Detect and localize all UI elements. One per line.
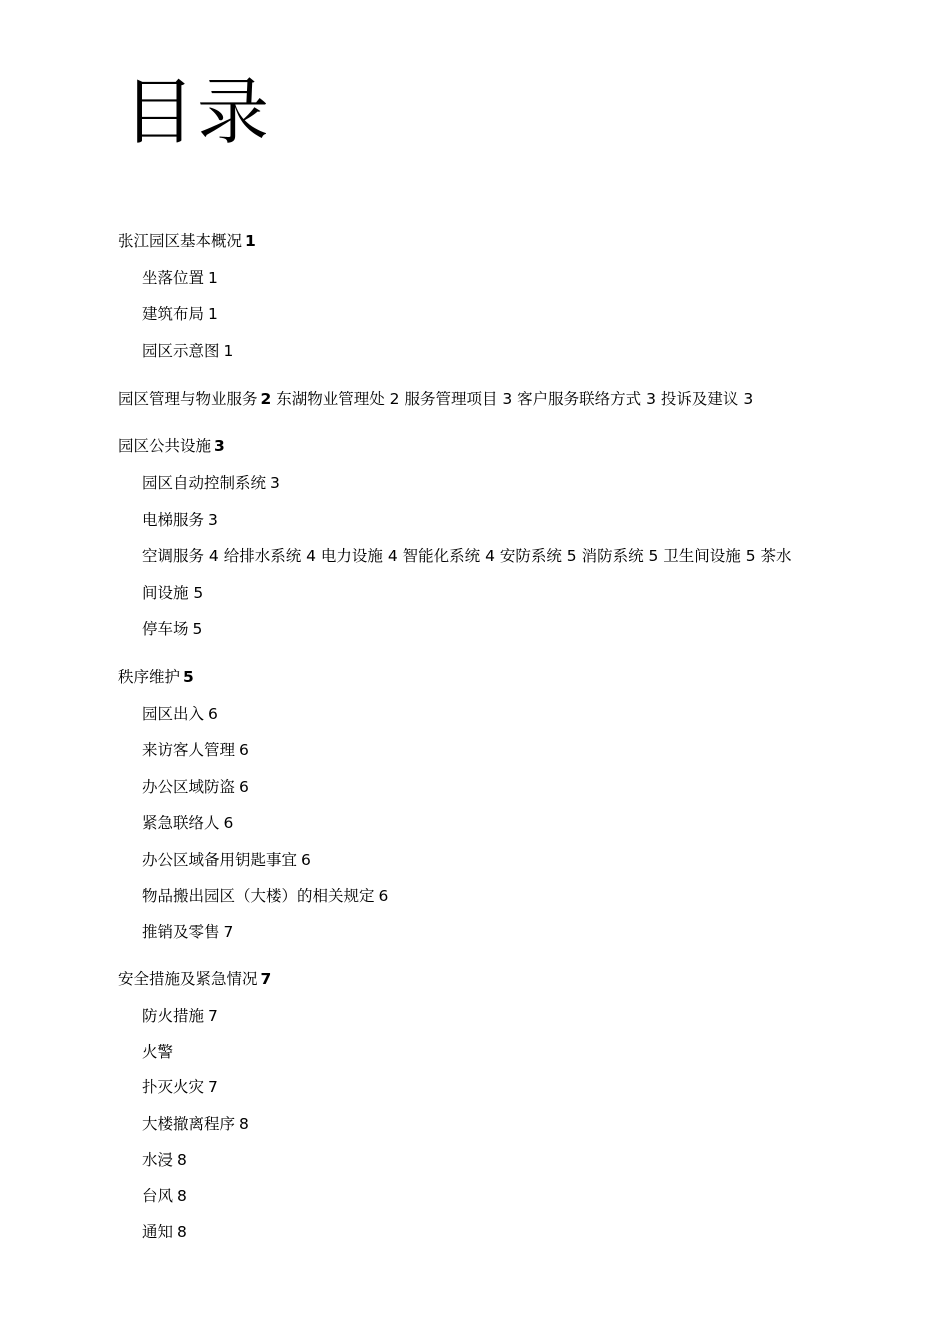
toc-page-number: 1 [208,269,218,287]
toc-chapter-label: 秩序维护 [118,668,181,686]
toc-section-label: 来访客人管理 [142,741,236,759]
toc-chapter-2[interactable] [118,388,753,410]
toc-section-spare-keys[interactable] [142,849,311,871]
toc-section-label: 大楼撤离程序 [142,1115,236,1133]
toc-section-park-access[interactable] [142,703,218,725]
toc-page-number: 8 [177,1187,187,1205]
toc-page-number: 3 [214,437,225,455]
toc-chapter-label: 安全措施及紧急情况 [118,970,258,988]
toc-section-fire-fighting[interactable] [142,1076,218,1098]
toc-section-park-map[interactable] [142,340,233,362]
toc-section-sales[interactable] [142,921,233,943]
toc-chapter-5[interactable] [118,968,271,990]
toc-section-label: 园区自动控制系统 [142,474,267,492]
toc-section-office-security[interactable] [142,776,249,798]
toc-page-number: 8 [177,1223,187,1241]
toc-section-label: 物品搬出园区（大楼）的相关规定 [142,887,375,905]
toc-page-number: 6 [378,887,389,905]
toc-page-number: 1 [245,232,256,250]
toc-section-fire-alarm[interactable] [142,1041,173,1063]
toc-section-typhoon[interactable] [142,1185,187,1207]
toc-page-number: 5 [192,620,203,638]
toc-section-label: 建筑布局 [142,305,205,323]
toc-page-number: 7 [208,1078,218,1096]
toc-inline-sections: 东湖物业管理处 2 服务管理项目 3 客户服务联络方式 3 投诉及建议 3 [276,390,754,408]
toc-section-label: 台风 [142,1187,174,1205]
toc-page-number: 8 [239,1115,249,1133]
toc-page-number: 6 [301,851,311,869]
toc-section-facilities-line-1[interactable] [142,545,792,567]
toc-page-number: 7 [260,970,272,988]
toc-section-label: 园区示意图 [142,342,220,360]
toc-page-number: 7 [223,923,234,941]
toc-page-number: 3 [270,474,280,492]
toc-chapter-3[interactable] [118,435,225,457]
toc-section-parking[interactable] [142,618,202,640]
toc-chapter-1[interactable] [118,230,256,252]
toc-chapter-4[interactable] [118,666,194,688]
toc-page-number: 3 [208,511,218,529]
toc-section-label: 间设施 5 [142,584,204,602]
toc-section-building-layout[interactable] [142,303,218,325]
toc-section-label: 火警 [142,1043,174,1061]
toc-section-facilities-line-2[interactable] [142,582,203,604]
toc-section-moving-out-rules[interactable] [142,885,388,907]
toc-section-location[interactable] [142,267,218,289]
toc-section-flooding[interactable] [142,1149,187,1171]
toc-page-number: 6 [239,741,249,759]
toc-section-label: 通知 [142,1223,174,1241]
toc-section-label: 紧急联络人 [142,814,220,832]
toc-section-label: 办公区域备用钥匙事宜 [142,851,298,869]
toc-section-label: 办公区域防盗 [142,778,236,796]
toc-section-visitor-management[interactable] [142,739,249,761]
toc-chapter-label: 园区公共设施 [118,437,212,455]
toc-page-number: 7 [208,1007,218,1025]
toc-section-label: 停车场 [142,620,189,638]
toc-section-fire-prevention[interactable] [142,1005,218,1027]
toc-section-evacuation[interactable] [142,1113,249,1135]
toc-section-label: 防火措施 [142,1007,205,1025]
toc-page-number: 5 [183,668,194,686]
toc-page-number: 2 [260,390,272,408]
toc-section-notice[interactable] [142,1221,187,1243]
toc-page-number: 1 [223,342,234,360]
toc-chapter-label: 园区管理与物业服务 [118,390,258,408]
toc-section-label: 推销及零售 [142,923,220,941]
toc-page-number: 8 [177,1151,187,1169]
toc-section-label: 空调服务 4 给排水系统 4 电力设施 4 智能化系统 4 安防系统 5 消防系统 5 卫生间设施 5 茶水 [142,547,792,565]
toc-section-label: 扑灭火灾 [142,1078,205,1096]
toc-section-label: 电梯服务 [142,511,205,529]
toc-chapter-label: 张江园区基本概况 [118,232,243,250]
toc-page-number: 1 [208,305,218,323]
toc-page-number: 6 [223,814,234,832]
toc-section-label: 坐落位置 [142,269,205,287]
toc-section-label: 水浸 [142,1151,174,1169]
page-title: 目录 [123,70,272,154]
toc-page-number: 6 [208,705,218,723]
toc-section-elevator[interactable] [142,509,218,531]
toc-page-number: 6 [239,778,249,796]
toc-section-label: 园区出入 [142,705,205,723]
toc-section-emergency-contact[interactable] [142,812,233,834]
toc-section-auto-control[interactable] [142,472,280,494]
